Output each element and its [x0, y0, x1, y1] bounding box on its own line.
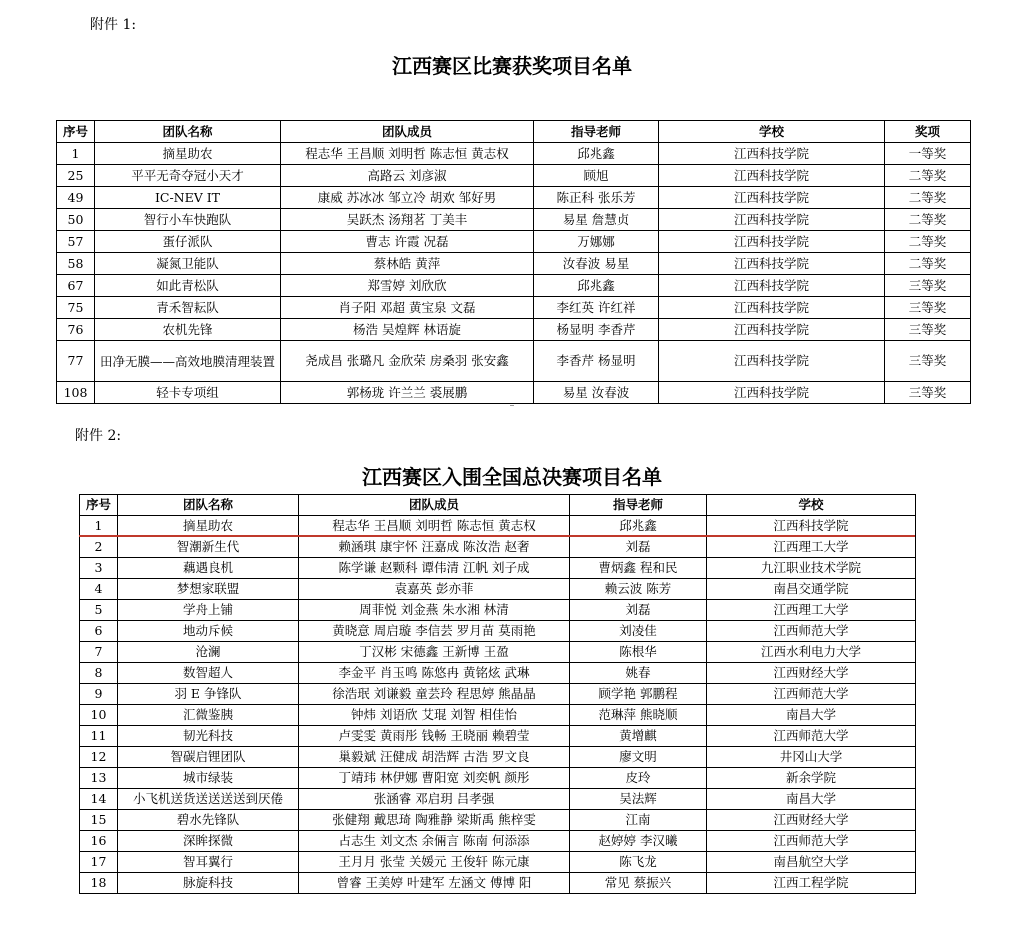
cell-award: 三等奖	[885, 319, 971, 341]
cell-members: 李金平 肖玉鸣 陈悠冉 黄铭炫 武琳	[299, 663, 570, 684]
cell-members: 周菲悦 刘金燕 朱水湘 林清	[299, 600, 570, 621]
cell-advisor: 陈飞龙	[570, 852, 707, 873]
cell-team-name: 汇微鉴胰	[118, 705, 299, 726]
cell-school: 江西科技学院	[659, 187, 885, 209]
cell-team-name: 智碳启锂团队	[118, 747, 299, 768]
cell-advisor: 邱兆鑫	[534, 275, 659, 297]
cell-members: 卢雯雯 黄雨彤 钱畅 王晓丽 赖碧莹	[299, 726, 570, 747]
cell-team-name: 蛋仔派队	[95, 231, 281, 253]
cell-advisor: 万娜娜	[534, 231, 659, 253]
cell-school: 新余学院	[707, 768, 916, 789]
finals-table	[79, 494, 916, 894]
cell-school: 江西工程学院	[707, 873, 916, 894]
cell-school: 江西科技学院	[659, 143, 885, 165]
cell-members: 杨浩 吴煌辉 林语旋	[281, 319, 534, 341]
finals-list-title: 江西赛区入围全国总决赛项目名单	[362, 465, 662, 489]
cell-advisor: 汝春波 易星	[534, 253, 659, 275]
cell-award: 三等奖	[885, 341, 971, 382]
cell-school: 江西科技学院	[659, 275, 885, 297]
cell-award: 二等奖	[885, 209, 971, 231]
cell-school: 南昌大学	[707, 789, 916, 810]
cell-index: 77	[57, 341, 95, 382]
cell-index: 5	[80, 600, 118, 621]
finals-table-header	[80, 495, 916, 516]
table-row	[80, 684, 916, 705]
table-row	[80, 516, 916, 537]
cell-team-name: 地动斥候	[118, 621, 299, 642]
cell-team-name: 智行小车快跑队	[95, 209, 281, 231]
cell-index: 10	[80, 705, 118, 726]
highlight-underline	[79, 535, 915, 537]
cell-index: 25	[57, 165, 95, 187]
divider-mark	[510, 405, 514, 406]
cell-team-name: 数智超人	[118, 663, 299, 684]
cell-school: 江西师范大学	[707, 684, 916, 705]
cell-index: 18	[80, 873, 118, 894]
cell-team-name: 智潮新生代	[118, 537, 299, 558]
cell-award: 二等奖	[885, 253, 971, 275]
cell-advisor: 刘凌佳	[570, 621, 707, 642]
cell-team-name: 农机先锋	[95, 319, 281, 341]
cell-award: 三等奖	[885, 382, 971, 404]
cell-members: 徐浩珉 刘谦毅 童芸玲 程思婷 熊晶晶	[299, 684, 570, 705]
cell-members: 黄晓意 周启璇 李信芸 罗月苗 莫雨艳	[299, 621, 570, 642]
table-row	[80, 663, 916, 684]
cell-members: 程志华 王昌顺 刘明哲 陈志恒 黄志权	[299, 516, 570, 537]
cell-advisor: 范琳萍 熊晓顺	[570, 705, 707, 726]
table-row	[80, 810, 916, 831]
cell-members: 高路云 刘彦淑	[281, 165, 534, 187]
cell-index: 1	[57, 143, 95, 165]
cell-index: 75	[57, 297, 95, 319]
cell-school: 九江职业技术学院	[707, 558, 916, 579]
cell-members: 钟炜 刘语欣 艾琨 刘智 相佳怡	[299, 705, 570, 726]
cell-school: 南昌大学	[707, 705, 916, 726]
cell-index: 67	[57, 275, 95, 297]
cell-advisor: 刘磊	[570, 537, 707, 558]
cell-index: 50	[57, 209, 95, 231]
cell-advisor: 陈根华	[570, 642, 707, 663]
table-row	[57, 143, 971, 165]
table-row	[57, 253, 971, 275]
cell-members: 曹志 许霞 况磊	[281, 231, 534, 253]
table-row	[57, 382, 971, 404]
cell-school: 江西科技学院	[659, 209, 885, 231]
cell-advisor: 杨显明 李香芹	[534, 319, 659, 341]
cell-team-name: 藕遇良机	[118, 558, 299, 579]
header-award: 奖项	[885, 121, 971, 143]
header-team-name: 团队名称	[95, 121, 281, 143]
cell-team-name: 梦想家联盟	[118, 579, 299, 600]
cell-team-name: 如此青松队	[95, 275, 281, 297]
cell-index: 17	[80, 852, 118, 873]
cell-advisor: 赵婷婷 李汉曦	[570, 831, 707, 852]
header-advisor: 指导老师	[570, 495, 707, 516]
cell-school: 江西师范大学	[707, 621, 916, 642]
cell-team-name: 深眸探微	[118, 831, 299, 852]
cell-team-name: 摘星助农	[95, 143, 281, 165]
cell-advisor: 赖云波 陈芳	[570, 579, 707, 600]
cell-members: 蔡林皓 黄萍	[281, 253, 534, 275]
cell-school: 江西理工大学	[707, 537, 916, 558]
cell-members: 张健翔 戴思琦 陶雅静 梁斯禹 熊梓雯	[299, 810, 570, 831]
table-row	[80, 600, 916, 621]
cell-advisor: 顾旭	[534, 165, 659, 187]
cell-members: 袁嘉英 彭亦菲	[299, 579, 570, 600]
header-school: 学校	[659, 121, 885, 143]
cell-index: 2	[80, 537, 118, 558]
cell-members: 陈学谦 赵颗科 谭伟清 江帆 刘子成	[299, 558, 570, 579]
cell-school: 江西科技学院	[659, 297, 885, 319]
cell-team-name: 田净无膜——高效地膜清理装置	[95, 341, 281, 382]
cell-award: 二等奖	[885, 165, 971, 187]
header-team-name: 团队名称	[118, 495, 299, 516]
header-members: 团队成员	[299, 495, 570, 516]
table-row	[80, 747, 916, 768]
attachment-1-label: 附件 1:	[90, 17, 137, 33]
cell-school: 江西理工大学	[707, 600, 916, 621]
cell-members: 赖涵琪 康宇怀 汪嘉成 陈汝浩 赵奢	[299, 537, 570, 558]
award-table-header	[57, 121, 971, 143]
cell-index: 4	[80, 579, 118, 600]
cell-members: 占志生 刘文杰 余倆言 陈南 何添添	[299, 831, 570, 852]
cell-index: 3	[80, 558, 118, 579]
cell-members: 尧成昌 张璐凡 金欣荣 房桑羽 张安鑫	[281, 341, 534, 382]
cell-members: 王月月 张莹 关媛元 王俊轩 陈元康	[299, 852, 570, 873]
cell-index: 57	[57, 231, 95, 253]
cell-school: 江西科技学院	[659, 382, 885, 404]
cell-advisor: 吴法辉	[570, 789, 707, 810]
cell-team-name: 平平无奇夺冠小天才	[95, 165, 281, 187]
table-row	[80, 789, 916, 810]
cell-award: 二等奖	[885, 187, 971, 209]
cell-team-name: 城市绿装	[118, 768, 299, 789]
cell-advisor: 陈正科 张乐芳	[534, 187, 659, 209]
cell-members: 郭杨珑 许兰兰 裘展鹏	[281, 382, 534, 404]
award-list-title: 江西赛区比赛获奖项目名单	[392, 54, 632, 78]
cell-school: 江西科技学院	[707, 516, 916, 537]
cell-school: 南昌航空大学	[707, 852, 916, 873]
cell-team-name: 学舟上铺	[118, 600, 299, 621]
table-row	[80, 705, 916, 726]
cell-index: 16	[80, 831, 118, 852]
cell-school: 南昌交通学院	[707, 579, 916, 600]
cell-school: 江西科技学院	[659, 319, 885, 341]
header-school: 学校	[707, 495, 916, 516]
cell-award: 三等奖	[885, 275, 971, 297]
cell-advisor: 刘磊	[570, 600, 707, 621]
cell-advisor: 皮玲	[570, 768, 707, 789]
cell-members: 丁靖玮 林伊娜 曹阳宽 刘奕帆 颜彤	[299, 768, 570, 789]
cell-index: 108	[57, 382, 95, 404]
cell-members: 张涵睿 邓启玥 吕孝强	[299, 789, 570, 810]
cell-index: 12	[80, 747, 118, 768]
cell-school: 江西科技学院	[659, 165, 885, 187]
cell-team-name: 沧澜	[118, 642, 299, 663]
table-row	[57, 187, 971, 209]
cell-index: 11	[80, 726, 118, 747]
header-members: 团队成员	[281, 121, 534, 143]
cell-advisor: 曹炳鑫 程和民	[570, 558, 707, 579]
cell-members: 肖子阳 邓超 黄宝泉 文磊	[281, 297, 534, 319]
cell-team-name: 脉旋科技	[118, 873, 299, 894]
cell-index: 9	[80, 684, 118, 705]
cell-members: 吴跃杰 汤翔茗 丁美丰	[281, 209, 534, 231]
cell-advisor: 常见 蔡振兴	[570, 873, 707, 894]
cell-index: 1	[80, 516, 118, 537]
cell-advisor: 姚春	[570, 663, 707, 684]
cell-advisor: 江南	[570, 810, 707, 831]
cell-index: 58	[57, 253, 95, 275]
cell-team-name: 智耳翼行	[118, 852, 299, 873]
table-row	[57, 341, 971, 382]
cell-team-name: 凝氮卫能队	[95, 253, 281, 275]
cell-team-name: 碧水先锋队	[118, 810, 299, 831]
cell-team-name: 韧光科技	[118, 726, 299, 747]
cell-school: 井冈山大学	[707, 747, 916, 768]
cell-school: 江西科技学院	[659, 341, 885, 382]
attachment-2-label: 附件 2:	[75, 428, 122, 444]
table-row	[57, 319, 971, 341]
cell-index: 76	[57, 319, 95, 341]
cell-index: 6	[80, 621, 118, 642]
header-index: 序号	[57, 121, 95, 143]
table-row	[57, 297, 971, 319]
table-row	[57, 209, 971, 231]
header-advisor: 指导老师	[534, 121, 659, 143]
cell-advisor: 邱兆鑫	[570, 516, 707, 537]
header-index: 序号	[80, 495, 118, 516]
cell-school: 江西水利电力大学	[707, 642, 916, 663]
cell-members: 郑雪婷 刘欣欣	[281, 275, 534, 297]
table-row	[80, 852, 916, 873]
cell-school: 江西师范大学	[707, 726, 916, 747]
cell-advisor: 易星 汝春波	[534, 382, 659, 404]
table-row	[80, 579, 916, 600]
cell-advisor: 顾学艳 郭鹏程	[570, 684, 707, 705]
cell-members: 程志华 王昌顺 刘明哲 陈志恒 黄志权	[281, 143, 534, 165]
cell-members: 丁汉彬 宋德鑫 王新博 王盈	[299, 642, 570, 663]
cell-index: 7	[80, 642, 118, 663]
cell-members: 巢毅斌 汪健成 胡浩辉 古浩 罗文良	[299, 747, 570, 768]
table-row	[80, 642, 916, 663]
cell-team-name: 羽 E 争锋队	[118, 684, 299, 705]
cell-school: 江西科技学院	[659, 253, 885, 275]
award-table	[56, 120, 971, 404]
cell-team-name: 轻卡专项组	[95, 382, 281, 404]
cell-award: 二等奖	[885, 231, 971, 253]
cell-members: 康威 苏冰冰 邹立冷 胡欢 邹好男	[281, 187, 534, 209]
cell-school: 江西科技学院	[659, 231, 885, 253]
cell-advisor: 黄增麒	[570, 726, 707, 747]
cell-index: 14	[80, 789, 118, 810]
cell-school: 江西财经大学	[707, 663, 916, 684]
table-row	[80, 768, 916, 789]
cell-award: 三等奖	[885, 297, 971, 319]
cell-advisor: 邱兆鑫	[534, 143, 659, 165]
cell-award: 一等奖	[885, 143, 971, 165]
cell-school: 江西财经大学	[707, 810, 916, 831]
table-row	[57, 165, 971, 187]
table-row	[80, 873, 916, 894]
cell-team-name: 青禾智耘队	[95, 297, 281, 319]
table-row	[57, 231, 971, 253]
table-row	[80, 726, 916, 747]
cell-team-name: 摘星助农	[118, 516, 299, 537]
cell-advisor: 廖文明	[570, 747, 707, 768]
cell-members: 曾睿 王美婷 叶建军 左涵文 傅博 阳	[299, 873, 570, 894]
cell-team-name: 小飞机送货送送送送到厌倦	[118, 789, 299, 810]
cell-team-name: IC-NEV IT	[95, 187, 281, 209]
cell-index: 8	[80, 663, 118, 684]
table-row	[80, 537, 916, 558]
table-row	[80, 621, 916, 642]
cell-advisor: 易星 詹慧贞	[534, 209, 659, 231]
cell-index: 49	[57, 187, 95, 209]
table-row	[80, 558, 916, 579]
cell-school: 江西师范大学	[707, 831, 916, 852]
cell-advisor: 李红英 许红祥	[534, 297, 659, 319]
cell-index: 15	[80, 810, 118, 831]
table-row	[80, 831, 916, 852]
cell-index: 13	[80, 768, 118, 789]
table-row	[57, 275, 971, 297]
cell-advisor: 李香芹 杨显明	[534, 341, 659, 382]
